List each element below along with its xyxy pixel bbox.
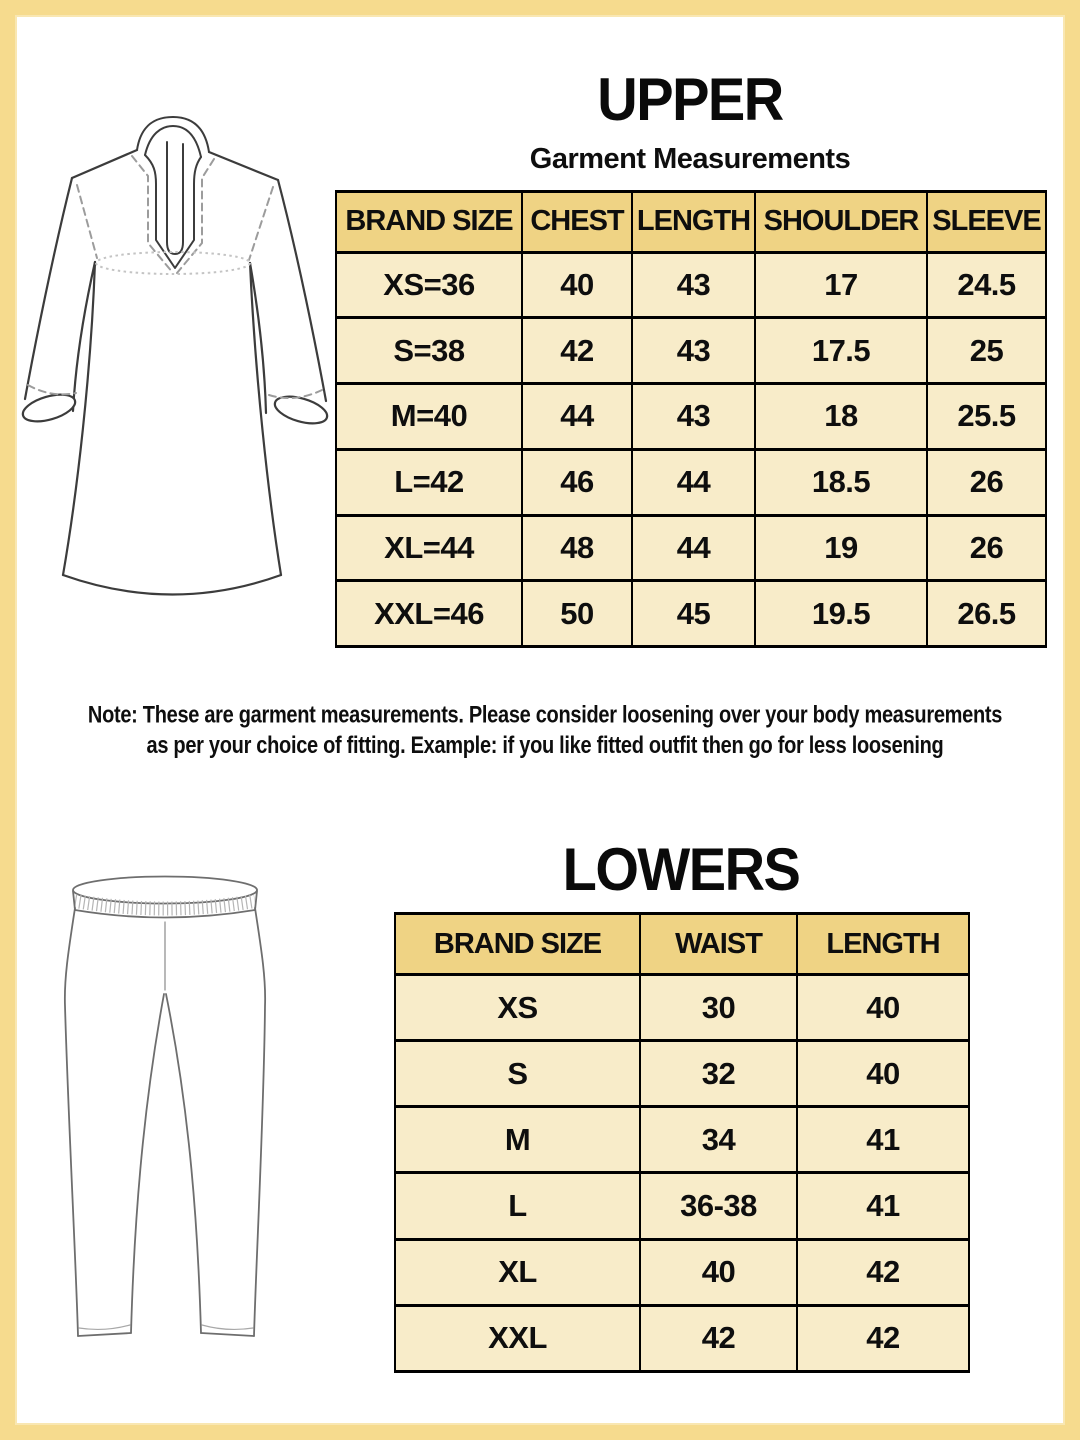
measurement-note [20,700,1070,761]
table-cell: 43 [632,252,755,318]
pants-outline [65,877,265,1337]
upper-section-title: UPPER [597,65,783,134]
table-cell: 45 [632,581,755,647]
table-cell: XS=36 [336,252,522,318]
table-row [336,449,1046,515]
lowers-section-title: LOWERS [562,835,800,904]
table-cell: 18 [755,384,927,450]
table-cell: 41 [797,1107,969,1173]
table-cell: 25.5 [927,384,1046,450]
table-cell: 18.5 [755,449,927,515]
kurta-chest-dotted-line [96,252,250,274]
table-cell: 19.5 [755,581,927,647]
table-cell: 44 [632,449,755,515]
table-row [395,1239,969,1305]
pants-illustration [45,868,335,1348]
table-cell: 42 [797,1305,969,1371]
table-cell: L=42 [336,449,522,515]
table-row [395,1107,969,1173]
table-cell: 26.5 [927,581,1046,647]
header-cell-length: LENGTH [632,192,755,253]
table-cell: 43 [632,384,755,450]
table-cell: 40 [640,1239,797,1305]
header-cell-brand-size: BRAND SIZE [336,192,522,253]
table-cell: 32 [640,1041,797,1107]
table-cell: 34 [640,1107,797,1173]
kurta-illustration [15,112,330,647]
lowers-size-table [394,912,970,1373]
table-cell: 17.5 [755,318,927,384]
header-cell-waist: WAIST [640,914,797,975]
table-cell: M [395,1107,640,1173]
table-row [395,1041,969,1107]
table-cell: M=40 [336,384,522,450]
table-cell: 48 [522,515,632,581]
header-cell-sleeve: SLEEVE [927,192,1046,253]
table-cell: 41 [797,1173,969,1239]
table-cell: S=38 [336,318,522,384]
table-cell: 42 [640,1305,797,1371]
kurta-outline [20,150,330,595]
upper-table-header-row [336,192,1046,253]
table-cell: 40 [797,975,969,1041]
table-row [336,515,1046,581]
table-cell: 25 [927,318,1046,384]
table-row [336,252,1046,318]
table-cell: 42 [797,1239,969,1305]
table-row [336,384,1046,450]
table-cell: 30 [640,975,797,1041]
table-cell: 40 [522,252,632,318]
table-cell: 17 [755,252,927,318]
note-line-2: as per your choice of fitting. Example: if you like fitted outfit then go for less loosening [146,733,944,759]
table-cell: XS [395,975,640,1041]
header-cell-length: LENGTH [797,914,969,975]
table-cell: 26 [927,449,1046,515]
table-cell: S [395,1041,640,1107]
table-cell: 26 [927,515,1046,581]
table-row [395,975,969,1041]
table-cell: XXL [395,1305,640,1371]
kurta-seam-dashes [28,156,322,398]
table-cell: 42 [522,318,632,384]
table-cell: L [395,1173,640,1239]
table-cell: 44 [632,515,755,581]
table-cell: 44 [522,384,632,450]
header-cell-brand-size: BRAND SIZE [395,914,640,975]
header-cell-shoulder: SHOULDER [755,192,927,253]
upper-size-table [335,190,1047,648]
table-cell: 19 [755,515,927,581]
table-cell: XL [395,1239,640,1305]
table-cell: 50 [522,581,632,647]
lowers-table-header-row [395,914,969,975]
table-row [336,318,1046,384]
table-cell: 24.5 [927,252,1046,318]
table-cell: XL=44 [336,515,522,581]
table-cell: 43 [632,318,755,384]
table-row [395,1173,969,1239]
header-cell-chest: CHEST [522,192,632,253]
table-row [336,581,1046,647]
table-row [395,1305,969,1371]
table-cell: 46 [522,449,632,515]
note-line-1: Note: These are garment measurements. Please consider loosening over your body measurements [87,702,1003,729]
upper-section-subtitle: Garment Measurements [529,143,851,175]
table-cell: 36-38 [640,1173,797,1239]
table-cell: 40 [797,1041,969,1107]
table-cell: XXL=46 [336,581,522,647]
